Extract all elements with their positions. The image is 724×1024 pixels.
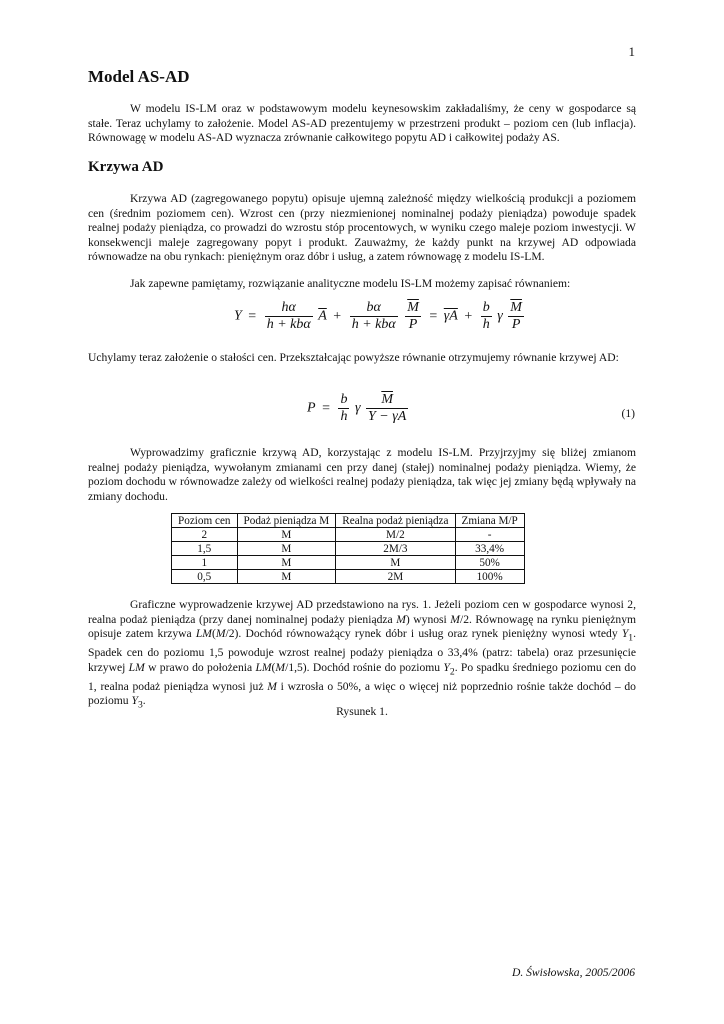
table-header-row bbox=[172, 514, 525, 528]
table-cell: 100% bbox=[455, 570, 524, 584]
table-cell: M/2 bbox=[336, 528, 455, 542]
eq1-frac5-num: $\overline{M}$ bbox=[510, 300, 522, 315]
subscript: 1 bbox=[628, 632, 634, 644]
text-run: ( bbox=[211, 627, 216, 641]
intro-paragraph: W modelu IS-LM oraz w podstawowym modelu keynesowskim zakładaliśmy, że ceny w gospodarce są stałe. Teraz uchylamy to założenie. Model AS-AD prezentujemy w przestrzeni produkt – poziom cen (lub inflacja). Równowagę w modelu AS-AD wyznacza zrównanie całkowitego popytu AD i całkowitej podaży AS. bbox=[88, 102, 636, 145]
eq2-frac2-den bbox=[366, 409, 408, 425]
text-run: i wzrosła o 50%, a więc o więcej niż poprzednio rośnie także dochód – do poziomu bbox=[88, 679, 636, 708]
eq1-frac4-den: h bbox=[482, 317, 490, 332]
table-cell: 1 bbox=[172, 556, 238, 570]
table-cell: 2 bbox=[172, 528, 238, 542]
var-y: Y bbox=[621, 627, 629, 641]
table-row bbox=[172, 570, 525, 584]
eq2-frac1-den: h bbox=[340, 409, 348, 424]
table-cell: M bbox=[237, 570, 336, 584]
var-m: M bbox=[275, 660, 286, 674]
eq2-den-a-bar: $\overline{A}$ bbox=[397, 409, 407, 424]
eq1-gamma: γ bbox=[497, 308, 503, 324]
page-number: 1 bbox=[628, 44, 635, 59]
eq1-frac1-den: h + kbα bbox=[266, 317, 311, 332]
eq1-frac3-den: P bbox=[408, 317, 418, 332]
eq2-gamma: γ bbox=[354, 400, 361, 416]
table-header-cell: Realna podaż pieniądza bbox=[336, 514, 455, 528]
table-header-cell: Zmiana M/P bbox=[455, 514, 524, 528]
section-title: Krzywa AD bbox=[88, 159, 164, 175]
text-run: /1,5). Dochód rośnie do poziomu bbox=[285, 660, 444, 674]
text-run: /2). Dochód równoważący rynek dóbr i usług oraz rynek pieniężny wynosi wtedy bbox=[225, 627, 622, 641]
eq2-fraction-1 bbox=[338, 392, 349, 425]
paragraph-ad-curve: Krzywa AD (zagregowanego popytu) opisuje ujemną zależność między wielkością produkcji a poziomem cen (średnim poziomem cen). Wzrost cen (przy niezmienionej nominalnej podaży pieniądza) powoduje spadek realnej podaży pieniądza, co prowadzi do wzrostu stóp procentowych, w wyniku czego maleje poziom inwestycji. W konsekwencji maleje zagregowany popyt i produkt. Zauważmy, że każdy punkt na krzywej AD odpowiada równowadze na obu rynkach: pieniężnym oraz dóbr i usług, a zatem równowagę z modelu IS-LM. bbox=[88, 192, 636, 264]
eq1-fraction-4 bbox=[481, 300, 492, 333]
eq1-frac2-den: h + kbα bbox=[351, 317, 396, 332]
table-cell: M bbox=[336, 556, 455, 570]
eq1-fraction-1 bbox=[265, 300, 313, 333]
eq1-lhs: Y bbox=[234, 308, 242, 324]
eq1-gamma-a: $\overline{\gamma A}$ bbox=[443, 308, 458, 324]
table-row bbox=[172, 556, 525, 570]
var-y: Y bbox=[131, 694, 138, 708]
var-y: Y bbox=[443, 660, 450, 674]
equation-islm bbox=[234, 300, 526, 333]
table-cell: 50% bbox=[455, 556, 524, 570]
var-lm: LM bbox=[195, 627, 212, 641]
equation-number: (1) bbox=[621, 407, 635, 420]
table-cell: - bbox=[455, 528, 524, 542]
table-cell: 1,5 bbox=[172, 542, 238, 556]
table-cell: M bbox=[237, 528, 336, 542]
table-header-cell: Poziom cen bbox=[172, 514, 238, 528]
var-m: M bbox=[215, 627, 226, 641]
eq1-frac3-num: $\overline{M}$ bbox=[407, 300, 419, 315]
page-title: Model AS-AD bbox=[88, 67, 190, 86]
table-cell: 2M bbox=[336, 570, 455, 584]
eq2-frac1-num: b bbox=[340, 392, 348, 407]
table-cell: 0,5 bbox=[172, 570, 238, 584]
eq1-frac2-num: bα bbox=[350, 300, 398, 317]
eq1-equals: = bbox=[248, 308, 257, 324]
subscript: 2 bbox=[449, 666, 455, 677]
eq1-frac1-num: hα bbox=[265, 300, 313, 317]
eq2-den-part: Y − γ bbox=[368, 409, 398, 424]
text-run: . Po spadku średniego poziomu cen do 1, realna podaż pieniądza wynosi już bbox=[88, 660, 636, 693]
text-run: . Spadek cen do poziomu 1,5 powoduje wzrost realnej podaży pieniądza o 33,4% (patrz: tabela) oraz przesunięcie krzywej bbox=[88, 627, 636, 674]
var-lm: LM bbox=[255, 660, 272, 674]
text-run: . bbox=[142, 694, 146, 708]
text-run: ) wynosi bbox=[405, 612, 451, 626]
paragraph-islm-intro: Jak zapewne pamiętamy, rozwiązanie analityczne modelu IS-LM możemy zapisać równaniem: bbox=[130, 277, 571, 290]
var-lm: LM bbox=[128, 660, 145, 674]
eq2-frac2-num: $\overline{M}$ bbox=[366, 392, 408, 409]
footer-author: D. Świsłowska, 2005/2006 bbox=[511, 966, 635, 979]
text-run: /2. Równowagę na rynku pieniężnym opisuje zatem krzywa bbox=[88, 612, 637, 641]
table-row bbox=[172, 542, 525, 556]
eq1-a-bar: $\overline{A}$ bbox=[318, 308, 327, 324]
equation-ad bbox=[307, 392, 410, 425]
var-m: M bbox=[450, 612, 460, 626]
table-cell: M bbox=[237, 556, 336, 570]
text-run: Graficzne wyprowadzenie krzywej AD przedstawiono na rys. 1. Jeżeli poziom cen w gospodarce wynosi 2, realna podaż pieniądza (przy danej nominalnej podaży pieniądza bbox=[88, 598, 636, 626]
eq1-frac5-den: P bbox=[511, 317, 521, 332]
eq2-equals: = bbox=[322, 400, 330, 416]
text-run: w prawo do położenia bbox=[144, 660, 256, 674]
paragraph-figure-description bbox=[88, 598, 636, 713]
table-header-cell: Podaż pieniądza M bbox=[237, 514, 336, 528]
paragraph-transform: Uchylamy teraz założenie o stałości cen. Przekształcając powyższe równanie otrzymujemy równanie krzywej AD: bbox=[88, 351, 619, 364]
eq1-frac4-num: b bbox=[482, 300, 490, 315]
var-m: M bbox=[396, 612, 406, 626]
eq1-fraction-5 bbox=[508, 300, 524, 333]
table-cell: M bbox=[237, 542, 336, 556]
paragraph-graphical: Wyprowadzimy graficznie krzywą AD, korzystając z modelu IS-LM. Przyjrzyjmy się bliżej zmianom realnej podaży pieniądza, wywołanym zmianami cen przy danej (stałej) nominalnej podaży pieniądza. Wiemy, że poziom dochodu w równowadze zależy od wielkości realnej podaży pieniądza, tak więc jej zmiany będą wpływały na zmiany dochodu. bbox=[88, 446, 636, 503]
text-run: ( bbox=[271, 660, 276, 674]
table-row bbox=[172, 528, 525, 542]
var-m: M bbox=[267, 679, 277, 693]
eq1-equals-2: = bbox=[429, 308, 438, 324]
figure-caption: Rysunek 1. bbox=[336, 705, 388, 718]
eq1-fraction-2 bbox=[350, 300, 398, 333]
eq1-fraction-3 bbox=[405, 300, 421, 333]
eq2-lhs: P bbox=[307, 400, 316, 416]
eq1-plus-2: + bbox=[464, 308, 473, 324]
eq2-fraction-2 bbox=[366, 392, 408, 425]
table-cell: 33,4% bbox=[455, 542, 524, 556]
subscript: 3 bbox=[137, 699, 143, 711]
eq1-plus-1: + bbox=[333, 308, 342, 324]
money-supply-table bbox=[171, 513, 525, 584]
table-cell: 2M/3 bbox=[336, 542, 455, 556]
